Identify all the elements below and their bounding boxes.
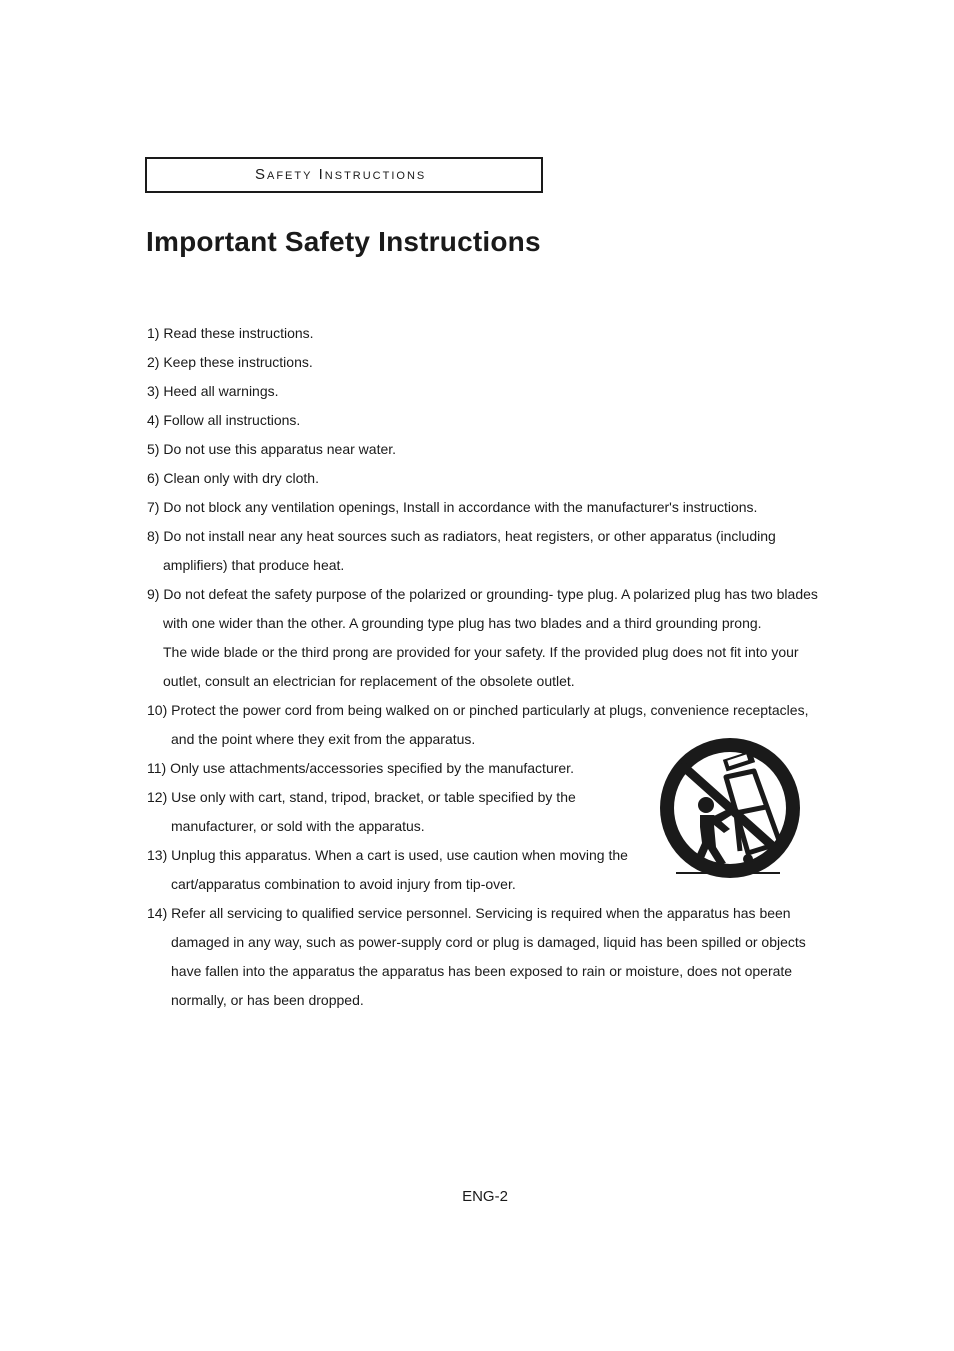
item-line: 14) Refer all servicing to qualified service personnel. Servicing is required when the apparatus has been <box>147 905 791 921</box>
item-line: 2) Keep these instructions. <box>147 354 313 370</box>
item-line: with one wider than the other. A grounding type plug has two blades and a third grounding prong. <box>163 615 762 631</box>
list-item <box>147 319 827 348</box>
item-line: have fallen into the apparatus the apparatus has been exposed to rain or moisture, does not operate <box>171 963 793 979</box>
item-line: 4) Follow all instructions. <box>147 412 301 428</box>
item-line: The wide blade or the third prong are provided for your safety. If the provided plug does not fit into your <box>163 644 799 660</box>
list-item <box>147 406 827 435</box>
item-line: 12) Use only with cart, stand, tripod, bracket, or table specified by the <box>147 789 576 805</box>
item-line: 11) Only use attachments/accessories specified by the manufacturer. <box>147 760 574 776</box>
item-line: amplifiers) that produce heat. <box>163 557 345 573</box>
page-number: ENG-2 <box>462 1188 508 1205</box>
item-line: manufacturer, or sold with the apparatus. <box>171 818 425 834</box>
cart-tip-over-warning-icon <box>656 735 806 883</box>
item-line: 3) Heed all warnings. <box>147 383 279 399</box>
list-item <box>147 493 827 522</box>
item-line: 13) Unplug this apparatus. When a cart is used, use caution when moving the <box>147 847 628 863</box>
list-item <box>147 899 827 1015</box>
list-item <box>147 377 827 406</box>
item-line: cart/apparatus combination to avoid injury from tip-over. <box>171 876 516 892</box>
item-line: 6) Clean only with dry cloth. <box>147 470 319 486</box>
page-title: Important Safety Instructions <box>146 226 541 257</box>
item-line: 9) Do not defeat the safety purpose of the polarized or grounding- type plug. A polarized plug has two blades <box>147 586 818 602</box>
item-line: 8) Do not install near any heat sources such as radiators, heat registers, or other apparatus (including <box>147 528 776 544</box>
list-item <box>147 522 827 580</box>
list-item <box>147 348 827 377</box>
list-item <box>147 580 827 696</box>
instructions-list <box>147 319 827 1015</box>
section-title: Safety Instructions <box>255 166 427 183</box>
item-line: damaged in any way, such as power-supply cord or plug is damaged, liquid has been spilled or objects <box>171 934 806 950</box>
item-line: normally, or has been dropped. <box>171 992 364 1008</box>
item-line: 5) Do not use this apparatus near water. <box>147 441 397 457</box>
section-header-box <box>145 157 543 193</box>
list-item <box>147 464 827 493</box>
item-line: 7) Do not block any ventilation openings, Install in accordance with the manufacturer's instructions. <box>147 499 758 515</box>
item-line: and the point where they exit from the apparatus. <box>171 731 476 747</box>
item-line: 1) Read these instructions. <box>147 325 314 341</box>
item-line: 10) Protect the power cord from being walked on or pinched particularly at plugs, convenience receptacles, <box>147 702 809 718</box>
list-item <box>147 435 827 464</box>
item-line: outlet, consult an electrician for replacement of the obsolete outlet. <box>163 673 575 689</box>
